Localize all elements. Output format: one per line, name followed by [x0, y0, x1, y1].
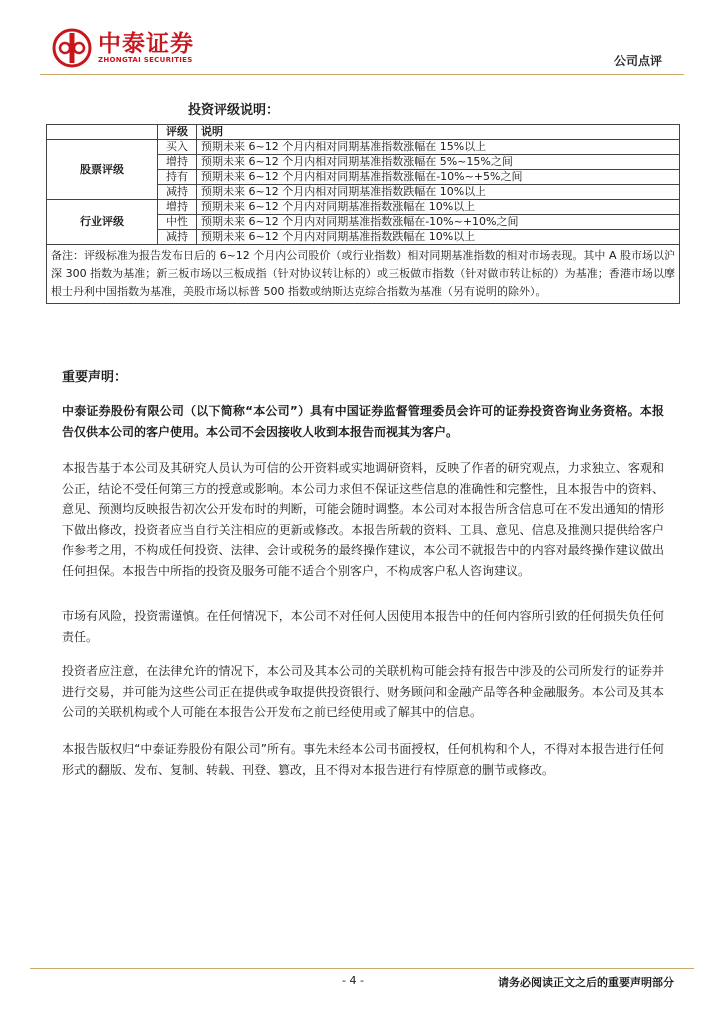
rating-note: 备注：评级标准为报告发布日后的 6~12 个月内公司股价（或行业指数）相对同期基准指数的相对市场表现。其中 A 股市场以沪深 300 指数为基准；新三板市场以三板成指（针对协议转让标的）或三板做市指数（针对做市转让标的）为基准；香港市场以摩根士丹利中国指数为基准，美股市场以标普 500 指数或纳斯达克综合指数为基准（另有说明的除外）。	[47, 245, 680, 304]
rating-desc: 预期未来 6~12 个月内相对同期基准指数跌幅在 10%以上	[197, 185, 680, 200]
disclaimer-paragraph-4: 投资者应注意，在法律允许的情况下，本公司及其本公司的关联机构可能会持有报告中涉及的公司所发行的证券并进行交易，并可能为这些公司正在提供或争取提供投资银行、财务顾问和金融产品等各种金融服务。本公司及其本公司的关联机构或个人可能在本报告公开发布之前已经使用或了解其中的信息。	[62, 664, 664, 720]
rating-desc: 预期未来 6~12 个月内对同期基准指数涨幅在-10%~+10%之间	[197, 215, 680, 230]
rating-desc: 预期未来 6~12 个月内相对同期基准指数涨幅在-10%~+5%之间	[197, 170, 680, 185]
stock-rating-label: 股票评级	[47, 140, 158, 200]
rating-level: 减持	[158, 230, 197, 245]
rating-level: 增持	[158, 200, 197, 215]
rating-level: 增持	[158, 155, 197, 170]
report-type-label: 公司点评	[613, 54, 662, 68]
rating-desc: 预期未来 6~12 个月内对同期基准指数跌幅在 10%以上	[197, 230, 680, 245]
disclaimer-paragraph-5: 本报告版权归“中泰证券股份有限公司”所有。事先未经本公司书面授权，任何机构和个人，不得对本报告进行任何形式的翻版、发布、复制、转载、刊登、篡改，且不得对本报告进行有悖原意的删节或修改。	[62, 742, 664, 777]
rating-desc: 预期未来 6~12 个月内对同期基准指数涨幅在 10%以上	[197, 200, 680, 215]
table-row	[47, 200, 680, 215]
table-row	[47, 140, 680, 155]
disclaimer-paragraph-2: 本报告基于本公司及其研究人员认为可信的公开资料或实地调研资料，反映了作者的研究观点，力求独立、客观和公正，结论不受任何第三方的授意或影响。本公司力求但不保证这些信息的准确性和完整性，且本报告中的资料、意见、预测均反映报告初次公开发布时的判断，可能会随时调整。本公司对本报告所含信息可在不发出通知的情形下做出修改，投资者应当自行关注相应的更新或修改。本报告所载的资料、工具、意见、信息及推测只提供给客户作参考之用，不构成任何投资、法律、会计或税务的最终操作建议，本公司不就报告中的内容对最终操作建议做出任何担保。本报告中所指的投资及服务可能不适合个别客户，不构成客户私人咨询建议。	[62, 461, 664, 578]
table-row	[47, 245, 680, 304]
rating-level: 买入	[158, 140, 197, 155]
table-header-desc: 说明	[197, 125, 680, 140]
footer-divider	[30, 968, 694, 969]
zhongtai-logo-icon	[52, 28, 92, 68]
footer-notice: 请务必阅读正文之后的重要声明部分	[498, 976, 674, 989]
disclaimer-paragraph-1: 中泰证券股份有限公司（以下简称“本公司”）具有中国证券监督管理委员会许可的证券投资咨询业务资格。本报告仅供本公司的客户使用。本公司不会因接收人收到本报告而视其为客户。	[62, 404, 664, 439]
rating-desc: 预期未来 6~12 个月内相对同期基准指数涨幅在 5%~15%之间	[197, 155, 680, 170]
rating-level: 持有	[158, 170, 197, 185]
header-divider	[40, 74, 684, 75]
logo-company-en: ZHONGTAI SECURITIES	[98, 55, 193, 64]
rating-level: 减持	[158, 185, 197, 200]
logo-company-cn: 中泰证券	[98, 30, 194, 57]
table-header-level: 评级	[158, 125, 197, 140]
table-header-empty	[47, 125, 158, 140]
rating-section-title: 投资评级说明：	[188, 103, 280, 118]
disclaimer-paragraph-3: 市场有风险，投资需谨慎。在任何情况下，本公司不对任何人因使用本报告中的任何内容所引致的任何损失负任何责任。	[62, 609, 664, 644]
disclaimer-title: 重要声明：	[62, 370, 128, 385]
rating-level: 中性	[158, 215, 197, 230]
page-header	[0, 0, 724, 80]
company-logo	[52, 28, 194, 68]
industry-rating-label: 行业评级	[47, 200, 158, 245]
rating-table	[46, 124, 680, 304]
page-number: - 4 -	[342, 974, 364, 987]
rating-desc: 预期未来 6~12 个月内相对同期基准指数涨幅在 15%以上	[197, 140, 680, 155]
table-header-row	[47, 125, 680, 140]
